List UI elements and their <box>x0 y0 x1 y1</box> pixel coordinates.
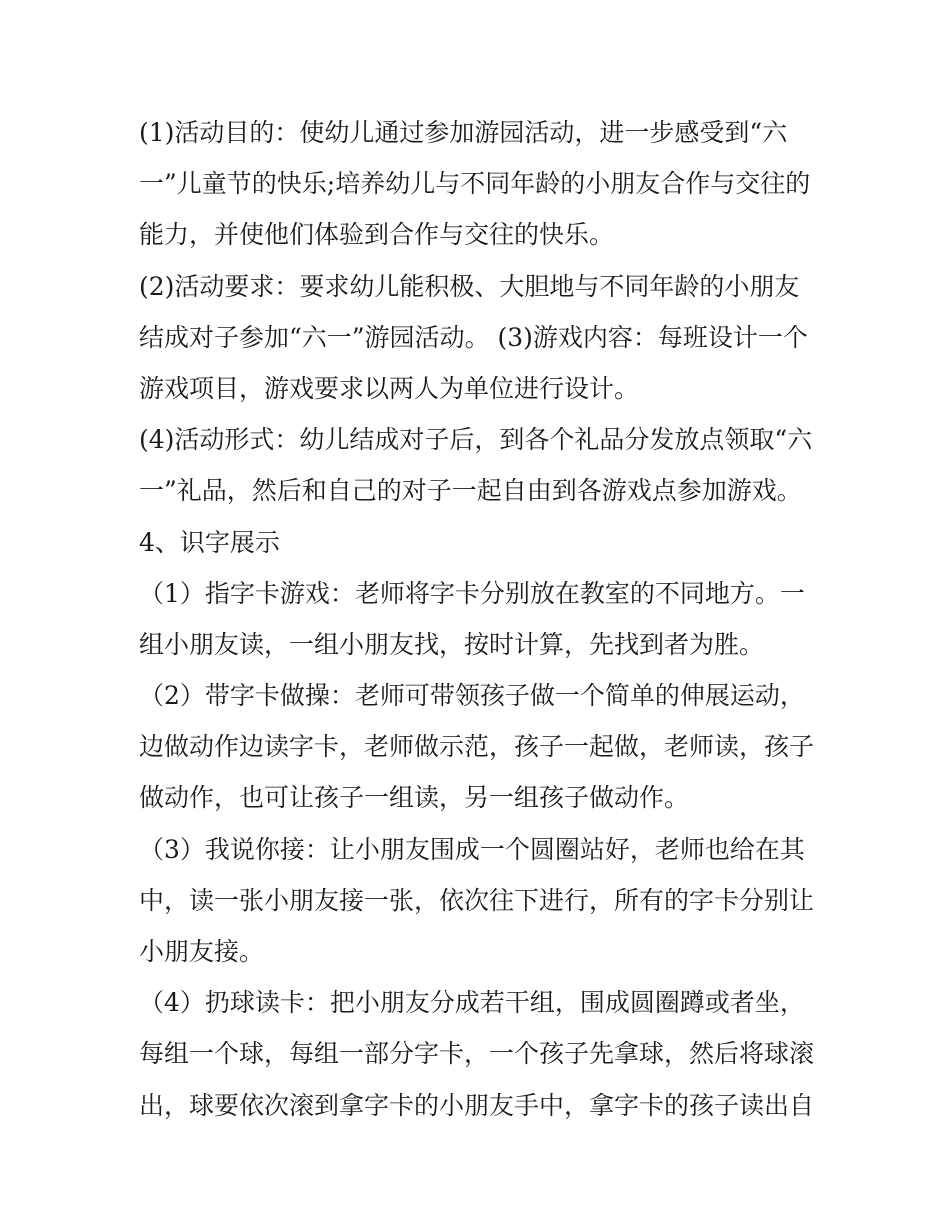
text-line: 组小朋友读，一组小朋友找，按时计算，先找到者为胜。 <box>139 629 765 659</box>
document-body <box>139 107 819 1131</box>
text-line: 一”儿童节的快乐;培养幼儿与不同年龄的小朋友合作与交往的 <box>139 169 811 199</box>
text-line: (1)活动目的：使幼儿通过参加游园活动，进一步感受到“六 <box>139 118 788 147</box>
text-line: (2)活动要求：要求幼儿能积极、大胆地与不同年龄的小朋友 <box>139 271 800 301</box>
text-line: 边做动作边读字卡，老师做示范，孩子一起做，老师读，孩子 <box>139 732 815 762</box>
text-line: (4)活动形式：幼儿结成对子后，到各个礼品分发放点领取“六 <box>139 425 813 455</box>
text-line: 每组一个球，每组一部分字卡，一个孩子先拿球，然后将球滚 <box>139 1039 815 1069</box>
text-line: 小朋友接。 <box>139 937 265 966</box>
text-line: 一”礼品，然后和自己的对子一起自由到各游戏点参加游戏。 <box>139 476 802 506</box>
text-line: （3）我说你接：让小朋友围成一个圆圈站好，老师也给在其 <box>139 834 805 864</box>
text-line: 能力，并使他们体验到合作与交往的快乐。 <box>139 220 615 250</box>
text-line: 做动作，也可让孩子一组读，另一组孩子做动作。 <box>139 783 690 813</box>
text-line: （4）扔球读卡：把小朋友分成若干组，围成圆圈蹲或者坐， <box>139 988 805 1018</box>
text-line: 结成对子参加“六一”游园活动。 (3)游戏内容：每班设计一个 <box>139 322 808 352</box>
text-line: 中，读一张小朋友接一张，依次往下进行，所有的字卡分别让 <box>139 885 815 915</box>
text-line: （2）带字卡做操：老师可带领孩子做一个简单的伸展运动， <box>139 681 805 711</box>
text-line: （1）指字卡游戏：老师将字卡分别放在教室的不同地方。一 <box>139 578 805 608</box>
text-line: 游戏项目，游戏要求以两人为单位进行设计。 <box>139 373 640 403</box>
text-line: 出，球要依次滚到拿字卡的小朋友手中，拿字卡的孩子读出自 <box>139 1090 815 1120</box>
section-heading: 4、识字展示 <box>139 527 280 557</box>
